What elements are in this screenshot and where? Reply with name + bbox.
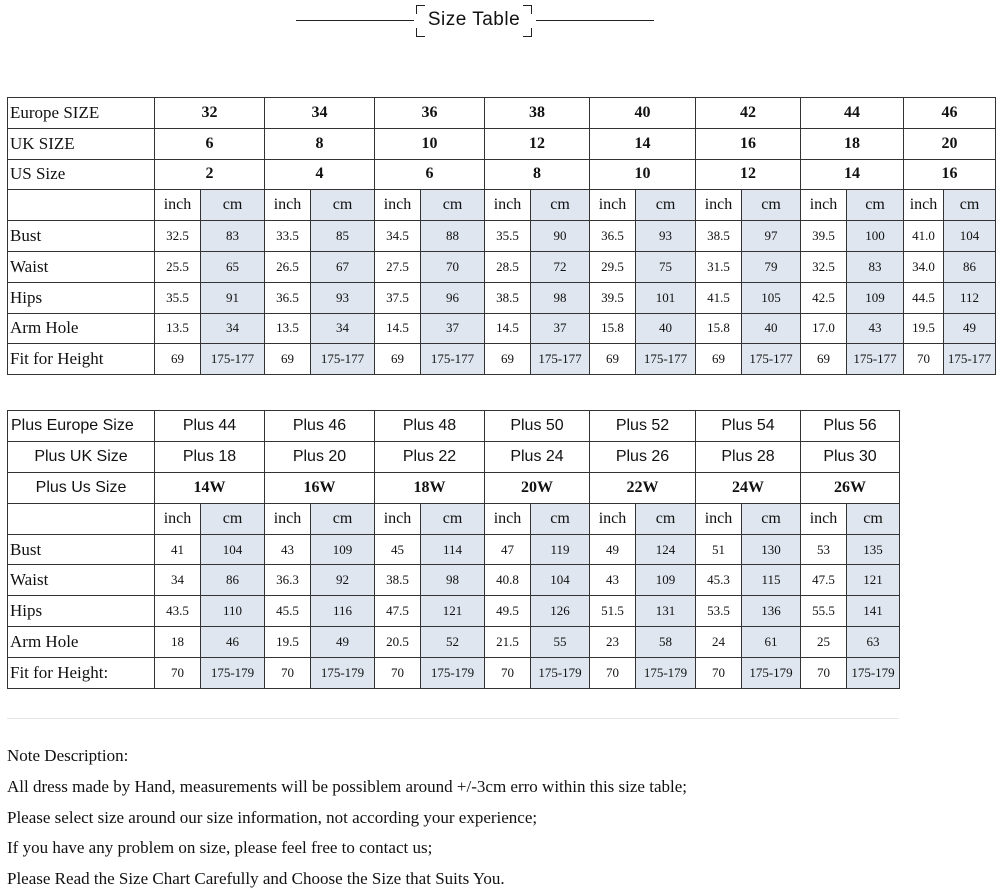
size-value: 10 bbox=[375, 128, 485, 159]
size-value: 6 bbox=[375, 159, 485, 190]
unit-cm: cm bbox=[531, 503, 590, 534]
measurement-label: Arm Hole bbox=[8, 313, 155, 344]
inch-value: 32.5 bbox=[801, 251, 847, 282]
cm-value: 65 bbox=[201, 251, 265, 282]
cm-value: 116 bbox=[311, 596, 375, 627]
unit-cm: cm bbox=[421, 503, 485, 534]
inch-value: 36.5 bbox=[590, 221, 636, 252]
size-value: Plus 26 bbox=[590, 441, 696, 472]
unit-cm: cm bbox=[636, 503, 696, 534]
inch-value: 39.5 bbox=[590, 282, 636, 313]
inch-value: 19.5 bbox=[904, 313, 944, 344]
size-value: 14 bbox=[801, 159, 904, 190]
inch-value: 19.5 bbox=[265, 627, 311, 658]
size-value: Plus 48 bbox=[375, 411, 485, 442]
inch-value: 43 bbox=[590, 565, 636, 596]
size-value: 46 bbox=[904, 98, 996, 129]
cm-value: 79 bbox=[742, 251, 801, 282]
section-divider bbox=[7, 718, 899, 719]
note-line: All dress made by Hand, measurements will be possiblem around +/-3cm erro within this size table; bbox=[7, 776, 687, 796]
cm-value: 175-177 bbox=[944, 344, 996, 375]
cm-value: 114 bbox=[421, 534, 485, 565]
inch-value: 42.5 bbox=[801, 282, 847, 313]
inch-value: 69 bbox=[696, 344, 742, 375]
measurement-label: Waist bbox=[8, 251, 155, 282]
unit-cm: cm bbox=[847, 190, 904, 221]
size-value: Plus 44 bbox=[155, 411, 265, 442]
measurement-row bbox=[8, 344, 996, 375]
inch-value: 29.5 bbox=[590, 251, 636, 282]
inch-value: 26.5 bbox=[265, 251, 311, 282]
cm-value: 130 bbox=[742, 534, 801, 565]
cm-value: 85 bbox=[311, 221, 375, 252]
row-label: Plus Us Size bbox=[8, 472, 155, 503]
inch-value: 13.5 bbox=[265, 313, 311, 344]
cm-value: 55 bbox=[531, 627, 590, 658]
size-header-row bbox=[8, 411, 900, 442]
size-value: 16 bbox=[904, 159, 996, 190]
size-value: 18 bbox=[801, 128, 904, 159]
size-value: 16W bbox=[265, 472, 375, 503]
unit-inch: inch bbox=[904, 190, 944, 221]
unit-inch: inch bbox=[375, 503, 421, 534]
cm-value: 63 bbox=[847, 627, 900, 658]
cm-value: 40 bbox=[636, 313, 696, 344]
cm-value: 175-177 bbox=[847, 344, 904, 375]
inch-value: 17.0 bbox=[801, 313, 847, 344]
unit-inch: inch bbox=[155, 503, 201, 534]
inch-value: 34.5 bbox=[375, 221, 421, 252]
unit-inch: inch bbox=[375, 190, 421, 221]
measurement-label: Bust bbox=[8, 534, 155, 565]
inch-value: 69 bbox=[485, 344, 531, 375]
unit-inch: inch bbox=[590, 190, 636, 221]
unit-inch: inch bbox=[265, 190, 311, 221]
cm-value: 67 bbox=[311, 251, 375, 282]
inch-value: 70 bbox=[375, 658, 421, 689]
unit-row-label bbox=[8, 190, 155, 221]
size-header-row bbox=[8, 472, 900, 503]
cm-value: 34 bbox=[311, 313, 375, 344]
inch-value: 14.5 bbox=[375, 313, 421, 344]
cm-value: 175-177 bbox=[421, 344, 485, 375]
row-label: Europe SIZE bbox=[8, 98, 155, 129]
cm-value: 131 bbox=[636, 596, 696, 627]
cm-value: 100 bbox=[847, 221, 904, 252]
inch-value: 41.5 bbox=[696, 282, 742, 313]
size-value: 38 bbox=[485, 98, 590, 129]
size-value: 42 bbox=[696, 98, 801, 129]
cm-value: 104 bbox=[944, 221, 996, 252]
measurement-label: Fit for Height bbox=[8, 344, 155, 375]
inch-value: 32.5 bbox=[155, 221, 201, 252]
unit-cm: cm bbox=[311, 190, 375, 221]
cm-value: 141 bbox=[847, 596, 900, 627]
measurement-row bbox=[8, 282, 996, 313]
cm-value: 136 bbox=[742, 596, 801, 627]
title-rule-right bbox=[536, 20, 654, 21]
inch-value: 43.5 bbox=[155, 596, 201, 627]
inch-value: 51 bbox=[696, 534, 742, 565]
size-value: 44 bbox=[801, 98, 904, 129]
unit-cm: cm bbox=[531, 190, 590, 221]
unit-inch: inch bbox=[696, 503, 742, 534]
size-value: Plus 20 bbox=[265, 441, 375, 472]
cm-value: 93 bbox=[636, 221, 696, 252]
cm-value: 121 bbox=[421, 596, 485, 627]
cm-value: 175-177 bbox=[531, 344, 590, 375]
cm-value: 43 bbox=[847, 313, 904, 344]
size-value: 12 bbox=[696, 159, 801, 190]
measurement-label: Waist bbox=[8, 565, 155, 596]
cm-value: 83 bbox=[201, 221, 265, 252]
measurement-row bbox=[8, 221, 996, 252]
inch-value: 69 bbox=[375, 344, 421, 375]
cm-value: 86 bbox=[944, 251, 996, 282]
inch-value: 33.5 bbox=[265, 221, 311, 252]
inch-value: 40.8 bbox=[485, 565, 531, 596]
unit-cm: cm bbox=[201, 503, 265, 534]
cm-value: 98 bbox=[421, 565, 485, 596]
cm-value: 119 bbox=[531, 534, 590, 565]
inch-value: 14.5 bbox=[485, 313, 531, 344]
size-value: 8 bbox=[485, 159, 590, 190]
unit-inch: inch bbox=[155, 190, 201, 221]
inch-value: 69 bbox=[155, 344, 201, 375]
row-label: US Size bbox=[8, 159, 155, 190]
size-value: Plus 56 bbox=[801, 411, 900, 442]
size-value: 14W bbox=[155, 472, 265, 503]
measurement-label: Hips bbox=[8, 596, 155, 627]
cm-value: 34 bbox=[201, 313, 265, 344]
inch-value: 34.0 bbox=[904, 251, 944, 282]
cm-value: 135 bbox=[847, 534, 900, 565]
cm-value: 61 bbox=[742, 627, 801, 658]
inch-value: 45.3 bbox=[696, 565, 742, 596]
row-label: UK SIZE bbox=[8, 128, 155, 159]
cm-value: 109 bbox=[847, 282, 904, 313]
inch-value: 36.5 bbox=[265, 282, 311, 313]
size-value: 32 bbox=[155, 98, 265, 129]
inch-value: 55.5 bbox=[801, 596, 847, 627]
unit-cm: cm bbox=[742, 503, 801, 534]
cm-value: 175-177 bbox=[742, 344, 801, 375]
size-value: 24W bbox=[696, 472, 801, 503]
cm-value: 104 bbox=[201, 534, 265, 565]
title-frame bbox=[416, 5, 532, 37]
inch-value: 34 bbox=[155, 565, 201, 596]
inch-value: 70 bbox=[801, 658, 847, 689]
inch-value: 45 bbox=[375, 534, 421, 565]
size-value: 12 bbox=[485, 128, 590, 159]
cm-value: 88 bbox=[421, 221, 485, 252]
size-header-row bbox=[8, 159, 996, 190]
cm-value: 58 bbox=[636, 627, 696, 658]
unit-cm: cm bbox=[636, 190, 696, 221]
inch-value: 51.5 bbox=[590, 596, 636, 627]
inch-value: 49 bbox=[590, 534, 636, 565]
inch-value: 15.8 bbox=[696, 313, 742, 344]
standard-size-table bbox=[7, 97, 996, 375]
cm-value: 93 bbox=[311, 282, 375, 313]
inch-value: 53.5 bbox=[696, 596, 742, 627]
size-value: Plus 50 bbox=[485, 411, 590, 442]
unit-row bbox=[8, 190, 996, 221]
size-value: 18W bbox=[375, 472, 485, 503]
cm-value: 109 bbox=[311, 534, 375, 565]
row-label: Plus UK Size bbox=[8, 441, 155, 472]
size-value: Plus 24 bbox=[485, 441, 590, 472]
inch-value: 35.5 bbox=[485, 221, 531, 252]
unit-cm: cm bbox=[742, 190, 801, 221]
inch-value: 13.5 bbox=[155, 313, 201, 344]
size-header-row bbox=[8, 98, 996, 129]
cm-value: 115 bbox=[742, 565, 801, 596]
size-value: 2 bbox=[155, 159, 265, 190]
cm-value: 121 bbox=[847, 565, 900, 596]
inch-value: 47 bbox=[485, 534, 531, 565]
cm-value: 175-179 bbox=[636, 658, 696, 689]
unit-inch: inch bbox=[696, 190, 742, 221]
title-rule-left bbox=[296, 20, 414, 21]
cm-value: 175-177 bbox=[636, 344, 696, 375]
size-value: 36 bbox=[375, 98, 485, 129]
unit-cm: cm bbox=[847, 503, 900, 534]
inch-value: 69 bbox=[801, 344, 847, 375]
inch-value: 70 bbox=[590, 658, 636, 689]
size-value: 20 bbox=[904, 128, 996, 159]
cm-value: 110 bbox=[201, 596, 265, 627]
plus-size-table bbox=[7, 410, 900, 689]
inch-value: 21.5 bbox=[485, 627, 531, 658]
inch-value: 69 bbox=[590, 344, 636, 375]
size-value: 16 bbox=[696, 128, 801, 159]
cm-value: 86 bbox=[201, 565, 265, 596]
unit-inch: inch bbox=[485, 190, 531, 221]
inch-value: 38.5 bbox=[485, 282, 531, 313]
size-value: 40 bbox=[590, 98, 696, 129]
size-value: 34 bbox=[265, 98, 375, 129]
note-line: If you have any problem on size, please feel free to contact us; bbox=[7, 838, 433, 858]
measurement-row bbox=[8, 565, 900, 596]
cm-value: 97 bbox=[742, 221, 801, 252]
measurement-row bbox=[8, 596, 900, 627]
cm-value: 52 bbox=[421, 627, 485, 658]
size-value: 14 bbox=[590, 128, 696, 159]
cm-value: 70 bbox=[421, 251, 485, 282]
size-value: Plus 30 bbox=[801, 441, 900, 472]
unit-inch: inch bbox=[801, 190, 847, 221]
cm-value: 124 bbox=[636, 534, 696, 565]
cm-value: 83 bbox=[847, 251, 904, 282]
cm-value: 90 bbox=[531, 221, 590, 252]
size-value: Plus 22 bbox=[375, 441, 485, 472]
cm-value: 49 bbox=[311, 627, 375, 658]
size-value: Plus 46 bbox=[265, 411, 375, 442]
unit-inch: inch bbox=[590, 503, 636, 534]
size-value: 10 bbox=[590, 159, 696, 190]
note-line: Please select size around our size information, not according your experience; bbox=[7, 807, 538, 827]
inch-value: 28.5 bbox=[485, 251, 531, 282]
inch-value: 53 bbox=[801, 534, 847, 565]
inch-value: 43 bbox=[265, 534, 311, 565]
inch-value: 24 bbox=[696, 627, 742, 658]
inch-value: 70 bbox=[485, 658, 531, 689]
cm-value: 37 bbox=[531, 313, 590, 344]
inch-value: 70 bbox=[265, 658, 311, 689]
size-header-row bbox=[8, 441, 900, 472]
cm-value: 175-177 bbox=[201, 344, 265, 375]
inch-value: 35.5 bbox=[155, 282, 201, 313]
cm-value: 175-179 bbox=[421, 658, 485, 689]
inch-value: 47.5 bbox=[801, 565, 847, 596]
inch-value: 15.8 bbox=[590, 313, 636, 344]
inch-value: 38.5 bbox=[375, 565, 421, 596]
cm-value: 175-179 bbox=[531, 658, 590, 689]
size-value: 6 bbox=[155, 128, 265, 159]
measurement-row bbox=[8, 534, 900, 565]
note-line: Please Read the Size Chart Carefully and Choose the Size that Suits You. bbox=[7, 869, 505, 889]
unit-inch: inch bbox=[485, 503, 531, 534]
inch-value: 44.5 bbox=[904, 282, 944, 313]
inch-value: 69 bbox=[265, 344, 311, 375]
unit-cm: cm bbox=[421, 190, 485, 221]
cm-value: 101 bbox=[636, 282, 696, 313]
inch-value: 70 bbox=[904, 344, 944, 375]
cm-value: 75 bbox=[636, 251, 696, 282]
cm-value: 96 bbox=[421, 282, 485, 313]
size-value: Plus 28 bbox=[696, 441, 801, 472]
inch-value: 41 bbox=[155, 534, 201, 565]
inch-value: 31.5 bbox=[696, 251, 742, 282]
note-description bbox=[7, 741, 987, 895]
cm-value: 109 bbox=[636, 565, 696, 596]
unit-cm: cm bbox=[311, 503, 375, 534]
unit-inch: inch bbox=[265, 503, 311, 534]
cm-value: 175-179 bbox=[311, 658, 375, 689]
cm-value: 175-179 bbox=[742, 658, 801, 689]
inch-value: 23 bbox=[590, 627, 636, 658]
inch-value: 38.5 bbox=[696, 221, 742, 252]
size-value: 4 bbox=[265, 159, 375, 190]
measurement-label: Fit for Height: bbox=[8, 658, 155, 689]
cm-value: 91 bbox=[201, 282, 265, 313]
measurement-label: Hips bbox=[8, 282, 155, 313]
inch-value: 37.5 bbox=[375, 282, 421, 313]
unit-cm: cm bbox=[201, 190, 265, 221]
inch-value: 70 bbox=[155, 658, 201, 689]
row-label: Plus Europe Size bbox=[8, 411, 155, 442]
inch-value: 47.5 bbox=[375, 596, 421, 627]
measurement-label: Arm Hole bbox=[8, 627, 155, 658]
unit-inch: inch bbox=[801, 503, 847, 534]
measurement-row bbox=[8, 251, 996, 282]
cm-value: 126 bbox=[531, 596, 590, 627]
inch-value: 18 bbox=[155, 627, 201, 658]
unit-row-label bbox=[8, 503, 155, 534]
size-header-row bbox=[8, 128, 996, 159]
cm-value: 175-179 bbox=[201, 658, 265, 689]
size-value: 26W bbox=[801, 472, 900, 503]
inch-value: 45.5 bbox=[265, 596, 311, 627]
inch-value: 39.5 bbox=[801, 221, 847, 252]
cm-value: 175-177 bbox=[311, 344, 375, 375]
size-value: Plus 18 bbox=[155, 441, 265, 472]
size-value: Plus 54 bbox=[696, 411, 801, 442]
measurement-row bbox=[8, 627, 900, 658]
inch-value: 70 bbox=[696, 658, 742, 689]
inch-value: 36.3 bbox=[265, 565, 311, 596]
cm-value: 92 bbox=[311, 565, 375, 596]
measurement-label: Bust bbox=[8, 221, 155, 252]
measurement-row bbox=[8, 313, 996, 344]
inch-value: 25.5 bbox=[155, 251, 201, 282]
cm-value: 72 bbox=[531, 251, 590, 282]
cm-value: 175-179 bbox=[847, 658, 900, 689]
cm-value: 37 bbox=[421, 313, 485, 344]
inch-value: 49.5 bbox=[485, 596, 531, 627]
cm-value: 49 bbox=[944, 313, 996, 344]
page-title: Size Table bbox=[427, 9, 521, 30]
inch-value: 27.5 bbox=[375, 251, 421, 282]
cm-value: 98 bbox=[531, 282, 590, 313]
inch-value: 41.0 bbox=[904, 221, 944, 252]
inch-value: 20.5 bbox=[375, 627, 421, 658]
cm-value: 104 bbox=[531, 565, 590, 596]
cm-value: 112 bbox=[944, 282, 996, 313]
size-value: 22W bbox=[590, 472, 696, 503]
size-value: 8 bbox=[265, 128, 375, 159]
unit-row bbox=[8, 503, 900, 534]
size-value: Plus 52 bbox=[590, 411, 696, 442]
note-heading: Note Description: bbox=[7, 746, 129, 765]
cm-value: 46 bbox=[201, 627, 265, 658]
size-table-title-area bbox=[0, 0, 1001, 50]
size-value: 20W bbox=[485, 472, 590, 503]
cm-value: 105 bbox=[742, 282, 801, 313]
inch-value: 25 bbox=[801, 627, 847, 658]
cm-value: 40 bbox=[742, 313, 801, 344]
unit-cm: cm bbox=[944, 190, 996, 221]
measurement-row bbox=[8, 658, 900, 689]
